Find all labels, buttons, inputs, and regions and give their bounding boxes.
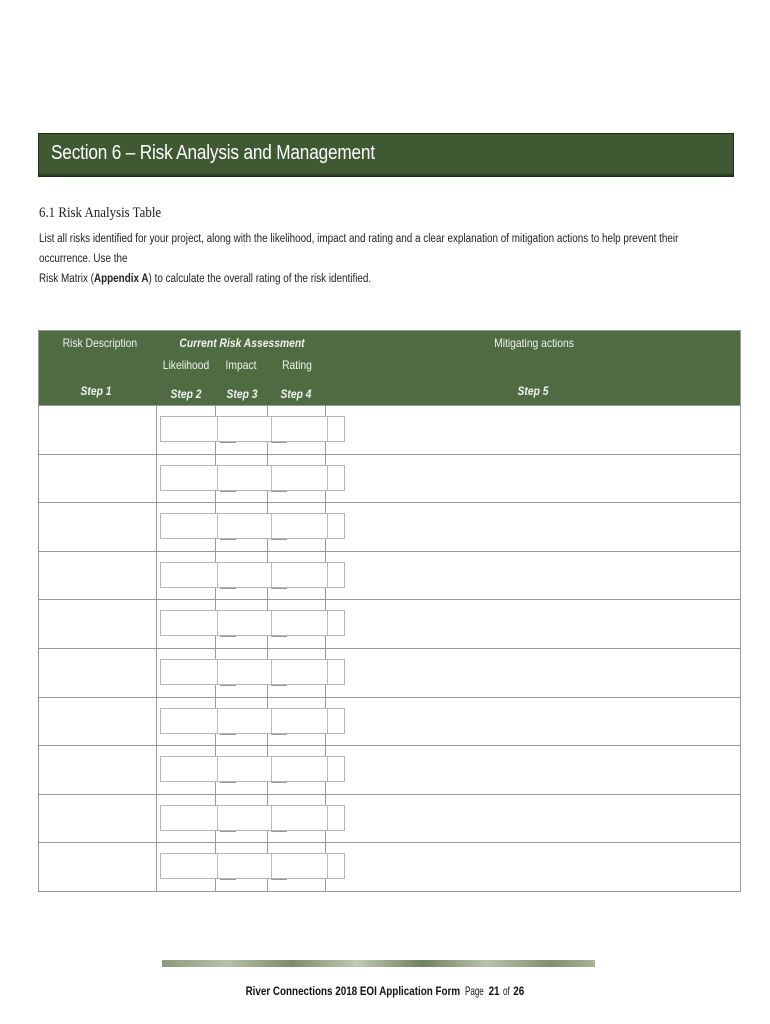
assessment-box-divider <box>327 854 328 878</box>
assessment-input-box[interactable] <box>160 610 345 636</box>
assessment-box-divider <box>217 854 218 878</box>
assessment-box-divider <box>327 466 328 490</box>
table-row <box>39 502 740 550</box>
assessment-input-box[interactable] <box>160 708 345 734</box>
table-row <box>39 551 740 599</box>
header-risk-description: Risk Description <box>62 336 138 350</box>
footer-of-label: of <box>503 984 510 998</box>
header-step-4: Step 4 <box>280 387 312 401</box>
assessment-box-divider <box>327 660 328 684</box>
appendix-reference: Appendix A <box>93 273 149 285</box>
cell-underline <box>220 782 236 783</box>
header-step-5: Step 5 <box>517 384 549 398</box>
header-step-2: Step 2 <box>170 387 202 401</box>
section-header-bar <box>38 133 734 177</box>
header-rating: Rating <box>282 358 312 372</box>
cell-underline <box>220 879 236 880</box>
assessment-box-divider <box>271 514 272 538</box>
table-row <box>39 599 740 647</box>
section-title: Section 6 – Risk Analysis and Management <box>51 142 375 164</box>
assessment-box-divider <box>327 709 328 733</box>
cell-underline <box>271 491 287 492</box>
header-step-1: Step 1 <box>80 384 112 398</box>
cell-underline <box>271 685 287 686</box>
assessment-box-divider <box>217 709 218 733</box>
assessment-input-box[interactable] <box>160 756 345 782</box>
footer-total-pages: 26 <box>513 984 525 998</box>
assessment-input-box[interactable] <box>160 853 345 879</box>
cell-underline <box>271 879 287 880</box>
assessment-box-divider <box>217 611 218 635</box>
assessment-box-divider <box>327 806 328 830</box>
assessment-box-divider <box>217 660 218 684</box>
footer-page-number: 21 <box>488 984 500 998</box>
cell-underline <box>220 831 236 832</box>
assessment-box-divider <box>271 466 272 490</box>
cell-underline <box>220 588 236 589</box>
header-step-3: Step 3 <box>226 387 258 401</box>
risk-analysis-table <box>38 330 741 892</box>
footer <box>0 984 770 998</box>
assessment-input-box[interactable] <box>160 416 345 442</box>
intro-line-2-post: ) to calculate the overall rating of the risk identified. <box>148 273 372 285</box>
assessment-box-divider <box>327 757 328 781</box>
cell-underline <box>220 539 236 540</box>
intro-paragraph <box>39 229 718 289</box>
assessment-box-divider <box>217 417 218 441</box>
assessment-box-divider <box>271 563 272 587</box>
table-row <box>39 405 740 453</box>
assessment-box-divider <box>271 611 272 635</box>
header-likelihood: Likelihood <box>162 358 210 372</box>
cell-underline <box>271 734 287 735</box>
intro-line-2-pre: Risk Matrix ( <box>39 273 94 285</box>
header-mitigating-actions: Mitigating actions <box>494 336 574 350</box>
cell-underline <box>271 831 287 832</box>
table-row <box>39 794 740 842</box>
footer-title: River Connections 2018 EOI Application Form <box>245 984 461 998</box>
table-header <box>39 331 740 405</box>
assessment-box-divider <box>327 514 328 538</box>
assessment-box-divider <box>217 757 218 781</box>
cell-underline <box>220 491 236 492</box>
assessment-input-box[interactable] <box>160 805 345 831</box>
assessment-box-divider <box>271 806 272 830</box>
assessment-box-divider <box>271 709 272 733</box>
table-row <box>39 648 740 696</box>
assessment-box-divider <box>271 417 272 441</box>
assessment-input-box[interactable] <box>160 513 345 539</box>
header-impact: Impact <box>225 358 257 372</box>
assessment-box-divider <box>271 757 272 781</box>
assessment-box-divider <box>217 806 218 830</box>
assessment-box-divider <box>271 854 272 878</box>
assessment-input-box[interactable] <box>160 465 345 491</box>
cell-underline <box>271 782 287 783</box>
cell-underline <box>220 685 236 686</box>
assessment-input-box[interactable] <box>160 659 345 685</box>
cell-underline <box>271 636 287 637</box>
assessment-box-divider <box>327 611 328 635</box>
table-row <box>39 745 740 793</box>
cell-underline <box>220 442 236 443</box>
header-current-risk-assessment: Current Risk Assessment <box>179 336 305 350</box>
assessment-box-divider <box>217 466 218 490</box>
intro-line-1: List all risks identified for your project, along with the likelihood, impact and rating and a clear explanation of mitigation actions to help prevent their occurrence. Use the <box>39 233 679 265</box>
table-row <box>39 697 740 745</box>
assessment-box-divider <box>327 563 328 587</box>
subsection-heading: 6.1 Risk Analysis Table <box>39 205 162 221</box>
cell-underline <box>271 588 287 589</box>
cell-underline <box>220 636 236 637</box>
cell-underline <box>220 734 236 735</box>
table-row <box>39 842 740 890</box>
assessment-input-box[interactable] <box>160 562 345 588</box>
cell-underline <box>271 539 287 540</box>
assessment-box-divider <box>271 660 272 684</box>
assessment-box-divider <box>217 514 218 538</box>
cell-underline <box>271 442 287 443</box>
footer-page-label: Page <box>465 984 484 998</box>
assessment-box-divider <box>327 417 328 441</box>
assessment-box-divider <box>217 563 218 587</box>
footer-decorative-bar <box>162 960 595 967</box>
table-row <box>39 454 740 502</box>
